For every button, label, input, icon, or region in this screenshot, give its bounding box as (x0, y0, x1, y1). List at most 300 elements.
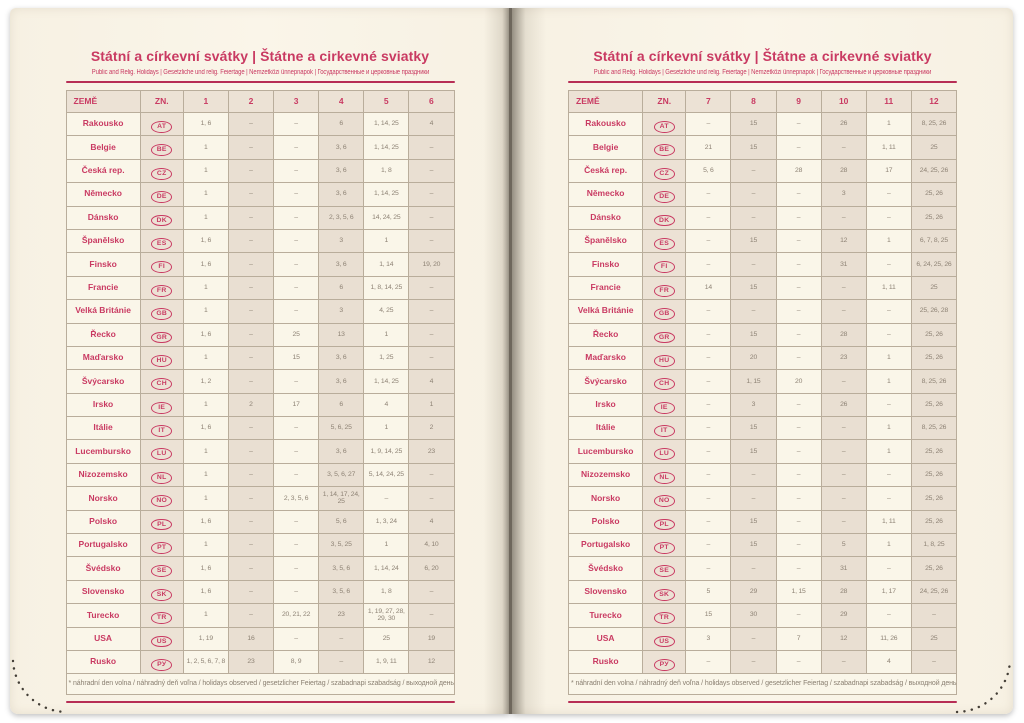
country-row (66, 557, 454, 580)
footnote-text: * náhradní den volna / náhradný deň voľna / holidays observed / gesetzlicher Feiertag / szabadnapi szabadság / выходной день (66, 674, 454, 695)
month-value-cell: 20, 21, 22 (274, 604, 319, 627)
country-code-badge: SK (151, 589, 172, 601)
country-name-cell: USA (66, 627, 140, 650)
country-code-badge: IT (654, 425, 675, 437)
country-row (569, 417, 957, 440)
month-value-cell: 1 (183, 276, 228, 299)
country-code-cell (140, 229, 183, 252)
country-row (66, 393, 454, 416)
month-value-cell: 25, 26 (911, 323, 956, 346)
month-value-cell: – (731, 159, 776, 182)
month-value-cell: – (228, 113, 273, 136)
country-name-cell: Rusko (569, 650, 643, 673)
country-code-badge: ES (654, 238, 675, 250)
month-value-cell: – (776, 229, 821, 252)
month-value-cell: 25 (911, 627, 956, 650)
country-row (569, 510, 957, 533)
month-value-cell: 8, 25, 26 (911, 417, 956, 440)
month-value-cell: 1, 6 (183, 229, 228, 252)
column-header: ZEMĚ (569, 91, 643, 113)
month-value-cell: 15 (686, 604, 731, 627)
month-value-cell: 1, 3, 24 (364, 510, 409, 533)
country-name-cell: Norsko (66, 487, 140, 510)
month-value-cell: – (776, 463, 821, 486)
country-code-badge: HU (151, 355, 172, 367)
month-value-cell: 15 (731, 276, 776, 299)
month-value-cell: – (776, 557, 821, 580)
month-value-cell: 3, 6 (319, 440, 364, 463)
country-name-cell: Velká Británie (569, 300, 643, 323)
month-value-cell: – (776, 113, 821, 136)
header-row (569, 91, 957, 113)
country-name-cell: Portugalsko (66, 534, 140, 557)
month-value-cell: – (686, 183, 731, 206)
month-value-cell: 28 (776, 159, 821, 182)
country-row (569, 580, 957, 603)
country-name-cell: Řecko (569, 323, 643, 346)
country-code-badge: CH (151, 378, 172, 390)
country-code-cell (140, 323, 183, 346)
month-value-cell: – (274, 253, 319, 276)
month-value-cell: 3, 5, 6 (319, 580, 364, 603)
month-value-cell: – (776, 346, 821, 369)
month-value-cell: 1, 14 (364, 253, 409, 276)
country-row (569, 159, 957, 182)
country-row (569, 183, 957, 206)
bottom-rule (66, 701, 455, 703)
month-value-cell: – (776, 534, 821, 557)
column-header: ZN. (643, 91, 686, 113)
country-code-badge: IE (654, 402, 675, 414)
month-value-cell: 1, 8 (364, 159, 409, 182)
month-value-cell: 3, 6 (319, 253, 364, 276)
country-code-cell (643, 206, 686, 229)
country-code-badge: CZ (151, 168, 172, 180)
month-value-cell: – (228, 183, 273, 206)
country-code-cell (643, 370, 686, 393)
month-value-cell: – (776, 440, 821, 463)
month-value-cell: 1 (183, 300, 228, 323)
country-code-cell (643, 253, 686, 276)
month-value-cell: 21 (686, 136, 731, 159)
month-value-cell: 1 (183, 487, 228, 510)
country-name-cell: Dánsko (66, 206, 140, 229)
month-value-cell: 1 (364, 534, 409, 557)
country-code-badge: GR (654, 332, 675, 344)
month-value-cell: – (821, 440, 866, 463)
month-value-cell: – (866, 323, 911, 346)
month-value-cell: – (228, 276, 273, 299)
country-name-cell: Švýcarsko (66, 370, 140, 393)
country-name-cell: Turecko (66, 604, 140, 627)
right-page (512, 8, 1013, 714)
country-row (66, 627, 454, 650)
footnote-text: * náhradní den volna / náhradný deň voľna / holidays observed / gesetzlicher Feiertag / szabadnapi szabadság / выходной день (569, 674, 957, 695)
month-value-cell: 6 (319, 276, 364, 299)
country-name-cell: Lucembursko (66, 440, 140, 463)
month-value-cell: – (228, 557, 273, 580)
country-code-cell (643, 113, 686, 136)
month-value-cell: – (776, 650, 821, 673)
country-row (569, 113, 957, 136)
country-row (66, 253, 454, 276)
month-value-cell: 12 (821, 627, 866, 650)
month-value-cell: – (911, 650, 956, 673)
month-value-cell: – (686, 253, 731, 276)
month-value-cell: – (731, 650, 776, 673)
country-code-badge: SE (654, 565, 675, 577)
country-name-cell: Německo (569, 183, 643, 206)
month-value-cell: 25 (911, 136, 956, 159)
month-value-cell: 1, 8, 25 (911, 534, 956, 557)
header-row (66, 91, 454, 113)
country-code-cell (140, 557, 183, 580)
month-value-cell: 1, 19, 27, 28, 29, 30 (364, 604, 409, 627)
month-value-cell: 3 (731, 393, 776, 416)
month-value-cell: 20 (731, 346, 776, 369)
month-value-cell: – (686, 417, 731, 440)
column-header: 4 (319, 91, 364, 113)
month-value-cell: – (228, 159, 273, 182)
month-value-cell: 1 (183, 183, 228, 206)
country-code-cell (140, 487, 183, 510)
country-code-cell (643, 557, 686, 580)
country-code-cell (643, 487, 686, 510)
country-row (66, 650, 454, 673)
month-value-cell: – (731, 183, 776, 206)
month-value-cell: 5 (686, 580, 731, 603)
month-value-cell: – (821, 370, 866, 393)
month-value-cell: 1, 6 (183, 580, 228, 603)
month-value-cell: 1 (364, 323, 409, 346)
month-value-cell: – (821, 510, 866, 533)
country-code-badge: PT (654, 542, 675, 554)
column-header: 5 (364, 91, 409, 113)
country-name-cell: Česká rep. (569, 159, 643, 182)
country-code-cell (643, 136, 686, 159)
page-subtitle: Public and Relig. Holidays | Gesetzliche und relig. Feiertage | Nemzetközi ünnepnapok | Государственные и церковные праздники (91, 69, 429, 76)
country-code-badge: LU (654, 448, 675, 460)
month-value-cell: – (409, 487, 454, 510)
month-value-cell: – (274, 440, 319, 463)
country-row (569, 276, 957, 299)
column-header: 9 (776, 91, 821, 113)
month-value-cell: 14, 24, 25 (364, 206, 409, 229)
month-value-cell: 3 (821, 183, 866, 206)
month-value-cell: 1, 14, 25 (364, 183, 409, 206)
month-value-cell: 25, 26 (911, 206, 956, 229)
left-page-header (10, 48, 510, 83)
country-code-cell (140, 276, 183, 299)
country-row (66, 604, 454, 627)
month-value-cell: 1 (364, 229, 409, 252)
month-value-cell: 1, 11 (866, 136, 911, 159)
month-value-cell: 13 (319, 323, 364, 346)
month-value-cell: – (686, 323, 731, 346)
country-code-badge: FI (654, 261, 675, 273)
month-value-cell: 23 (409, 440, 454, 463)
month-value-cell: – (731, 487, 776, 510)
month-value-cell: 1, 6 (183, 417, 228, 440)
country-code-cell (140, 510, 183, 533)
month-value-cell: 25, 26 (911, 510, 956, 533)
month-value-cell: – (409, 159, 454, 182)
month-value-cell: 3, 6 (319, 183, 364, 206)
month-value-cell: 3, 6 (319, 159, 364, 182)
month-value-cell: 3, 6 (319, 370, 364, 393)
country-code-badge: HU (654, 355, 675, 367)
month-value-cell: 3 (319, 229, 364, 252)
month-value-cell: 25, 26 (911, 463, 956, 486)
month-value-cell: – (821, 417, 866, 440)
top-rule (568, 81, 957, 83)
country-code-cell (643, 183, 686, 206)
left-page (10, 8, 510, 714)
month-value-cell: 31 (821, 557, 866, 580)
month-value-cell: 5, 14, 24, 25 (364, 463, 409, 486)
month-value-cell: 6, 20 (409, 557, 454, 580)
month-value-cell: – (274, 276, 319, 299)
right-page-header (512, 48, 1013, 83)
country-name-cell: Nizozemsko (569, 463, 643, 486)
month-value-cell: – (776, 487, 821, 510)
month-value-cell: – (228, 417, 273, 440)
month-value-cell: 4 (364, 393, 409, 416)
country-name-cell: Maďarsko (569, 346, 643, 369)
country-code-cell (643, 604, 686, 627)
month-value-cell: – (686, 393, 731, 416)
month-value-cell: – (686, 346, 731, 369)
month-value-cell: 1 (364, 417, 409, 440)
month-value-cell: 1, 6 (183, 557, 228, 580)
month-value-cell: – (776, 323, 821, 346)
holidays-table (66, 90, 455, 695)
country-code-badge: PL (654, 519, 675, 531)
month-value-cell: 1, 11 (866, 510, 911, 533)
country-code-cell (643, 159, 686, 182)
month-value-cell: – (228, 300, 273, 323)
month-value-cell: 29 (731, 580, 776, 603)
country-code-cell (140, 253, 183, 276)
country-code-cell (140, 650, 183, 673)
country-code-badge: ES (151, 238, 172, 250)
month-value-cell: – (776, 604, 821, 627)
month-value-cell: – (776, 253, 821, 276)
month-value-cell: – (776, 206, 821, 229)
month-value-cell: 25, 26 (911, 346, 956, 369)
country-code-cell (643, 534, 686, 557)
month-value-cell: – (228, 534, 273, 557)
month-value-cell: 4 (409, 113, 454, 136)
month-value-cell: – (686, 300, 731, 323)
month-value-cell: 28 (821, 323, 866, 346)
country-name-cell: Portugalsko (569, 534, 643, 557)
month-value-cell: 15 (731, 510, 776, 533)
month-value-cell: 8, 25, 26 (911, 370, 956, 393)
month-value-cell: 12 (409, 650, 454, 673)
month-value-cell: – (274, 557, 319, 580)
month-value-cell: 5, 6, 25 (319, 417, 364, 440)
country-name-cell: Švýcarsko (569, 370, 643, 393)
column-header: 12 (911, 91, 956, 113)
month-value-cell: 19, 20 (409, 253, 454, 276)
country-row (66, 276, 454, 299)
month-value-cell: – (731, 300, 776, 323)
month-value-cell: 25, 26 (911, 557, 956, 580)
month-value-cell: – (866, 393, 911, 416)
month-value-cell: 1 (183, 463, 228, 486)
country-code-badge: PL (151, 519, 172, 531)
month-value-cell: – (866, 183, 911, 206)
month-value-cell: 1 (183, 604, 228, 627)
month-value-cell: – (228, 463, 273, 486)
country-name-cell: Polsko (66, 510, 140, 533)
month-value-cell: 25, 26 (911, 487, 956, 510)
country-row (569, 229, 957, 252)
month-value-cell: 1, 2, 5, 6, 7, 8 (183, 650, 228, 673)
month-value-cell: – (228, 440, 273, 463)
month-value-cell: – (821, 136, 866, 159)
month-value-cell: – (866, 463, 911, 486)
country-row (66, 346, 454, 369)
month-value-cell: – (409, 183, 454, 206)
month-value-cell: 1 (183, 440, 228, 463)
country-code-badge: DK (151, 215, 172, 227)
month-value-cell: – (731, 627, 776, 650)
country-row (66, 417, 454, 440)
column-header: 6 (409, 91, 454, 113)
month-value-cell: 1, 9, 14, 25 (364, 440, 409, 463)
month-value-cell: 11, 26 (866, 627, 911, 650)
month-value-cell: 20 (776, 370, 821, 393)
month-value-cell: 1, 6 (183, 323, 228, 346)
month-value-cell: – (821, 276, 866, 299)
month-value-cell: – (319, 627, 364, 650)
country-code-cell (140, 627, 183, 650)
country-code-cell (140, 463, 183, 486)
country-name-cell: Itálie (66, 417, 140, 440)
month-value-cell: 26 (821, 113, 866, 136)
month-value-cell: – (409, 463, 454, 486)
month-value-cell: 8, 25, 26 (911, 113, 956, 136)
month-value-cell: – (686, 487, 731, 510)
month-value-cell: 1 (866, 370, 911, 393)
month-value-cell: – (274, 136, 319, 159)
country-row (66, 510, 454, 533)
country-row (569, 136, 957, 159)
country-row (569, 463, 957, 486)
month-value-cell: 1, 11 (866, 276, 911, 299)
country-name-cell: Švédsko (569, 557, 643, 580)
country-name-cell: Irsko (569, 393, 643, 416)
month-value-cell: 1, 17 (866, 580, 911, 603)
month-value-cell: 3 (686, 627, 731, 650)
country-code-badge: NO (151, 495, 172, 507)
month-value-cell: – (274, 300, 319, 323)
month-value-cell: – (776, 393, 821, 416)
country-row (569, 206, 957, 229)
country-name-cell: Lucembursko (569, 440, 643, 463)
month-value-cell: 1 (866, 113, 911, 136)
month-value-cell: 4, 25 (364, 300, 409, 323)
month-value-cell: 30 (731, 604, 776, 627)
country-row (66, 159, 454, 182)
country-code-cell (643, 627, 686, 650)
country-code-badge: GB (654, 308, 675, 320)
country-row (569, 393, 957, 416)
month-value-cell: – (228, 206, 273, 229)
month-value-cell: – (228, 510, 273, 533)
country-name-cell: Belgie (66, 136, 140, 159)
month-value-cell: 25, 26 (911, 183, 956, 206)
month-value-cell: 25, 26, 28 (911, 300, 956, 323)
month-value-cell: 1, 6 (183, 113, 228, 136)
country-code-badge: РУ (654, 659, 675, 671)
country-code-cell (140, 393, 183, 416)
month-value-cell: – (731, 206, 776, 229)
month-value-cell: – (319, 650, 364, 673)
month-value-cell: 15 (731, 113, 776, 136)
column-header: 2 (228, 91, 273, 113)
country-row (569, 440, 957, 463)
country-code-cell (643, 650, 686, 673)
column-header: 1 (183, 91, 228, 113)
country-code-badge: US (151, 636, 172, 648)
month-value-cell: 23 (319, 604, 364, 627)
month-value-cell: 24, 25, 26 (911, 159, 956, 182)
month-value-cell: – (686, 440, 731, 463)
month-value-cell: 4 (866, 650, 911, 673)
month-value-cell: – (228, 604, 273, 627)
month-value-cell: – (409, 229, 454, 252)
month-value-cell: – (686, 229, 731, 252)
month-value-cell: 3, 5, 6 (319, 557, 364, 580)
country-name-cell: USA (569, 627, 643, 650)
country-name-cell: Maďarsko (66, 346, 140, 369)
month-value-cell: 1 (183, 159, 228, 182)
month-value-cell: 1, 9, 11 (364, 650, 409, 673)
month-value-cell: – (274, 159, 319, 182)
month-value-cell: 15 (731, 323, 776, 346)
month-value-cell: 25, 26 (911, 393, 956, 416)
month-value-cell: 15 (731, 136, 776, 159)
country-code-cell (643, 510, 686, 533)
country-name-cell: Irsko (66, 393, 140, 416)
country-code-badge: GR (151, 332, 172, 344)
country-name-cell: Španělsko (66, 229, 140, 252)
country-code-badge: AT (151, 121, 172, 133)
country-row (569, 534, 957, 557)
page-subtitle: Public and Relig. Holidays | Gesetzliche und relig. Feiertage | Nemzetközi ünnepnapok | Государственные и церковные праздники (593, 69, 932, 76)
country-code-cell (643, 440, 686, 463)
country-row (569, 604, 957, 627)
column-header: 11 (866, 91, 911, 113)
month-value-cell: 3, 5, 6, 27 (319, 463, 364, 486)
country-code-badge: IE (151, 402, 172, 414)
month-value-cell: 1 (183, 206, 228, 229)
month-value-cell: – (686, 206, 731, 229)
column-header: 8 (731, 91, 776, 113)
country-name-cell: Rakousko (569, 113, 643, 136)
month-value-cell: 1, 14, 25 (364, 370, 409, 393)
month-value-cell: – (776, 136, 821, 159)
page-title: Státní a církevní svátky | Štátne a cirkevné sviatky (593, 48, 932, 64)
month-value-cell: 1 (183, 393, 228, 416)
month-value-cell: 23 (821, 346, 866, 369)
month-value-cell: – (228, 346, 273, 369)
country-code-badge: CH (654, 378, 675, 390)
country-code-badge: IT (151, 425, 172, 437)
